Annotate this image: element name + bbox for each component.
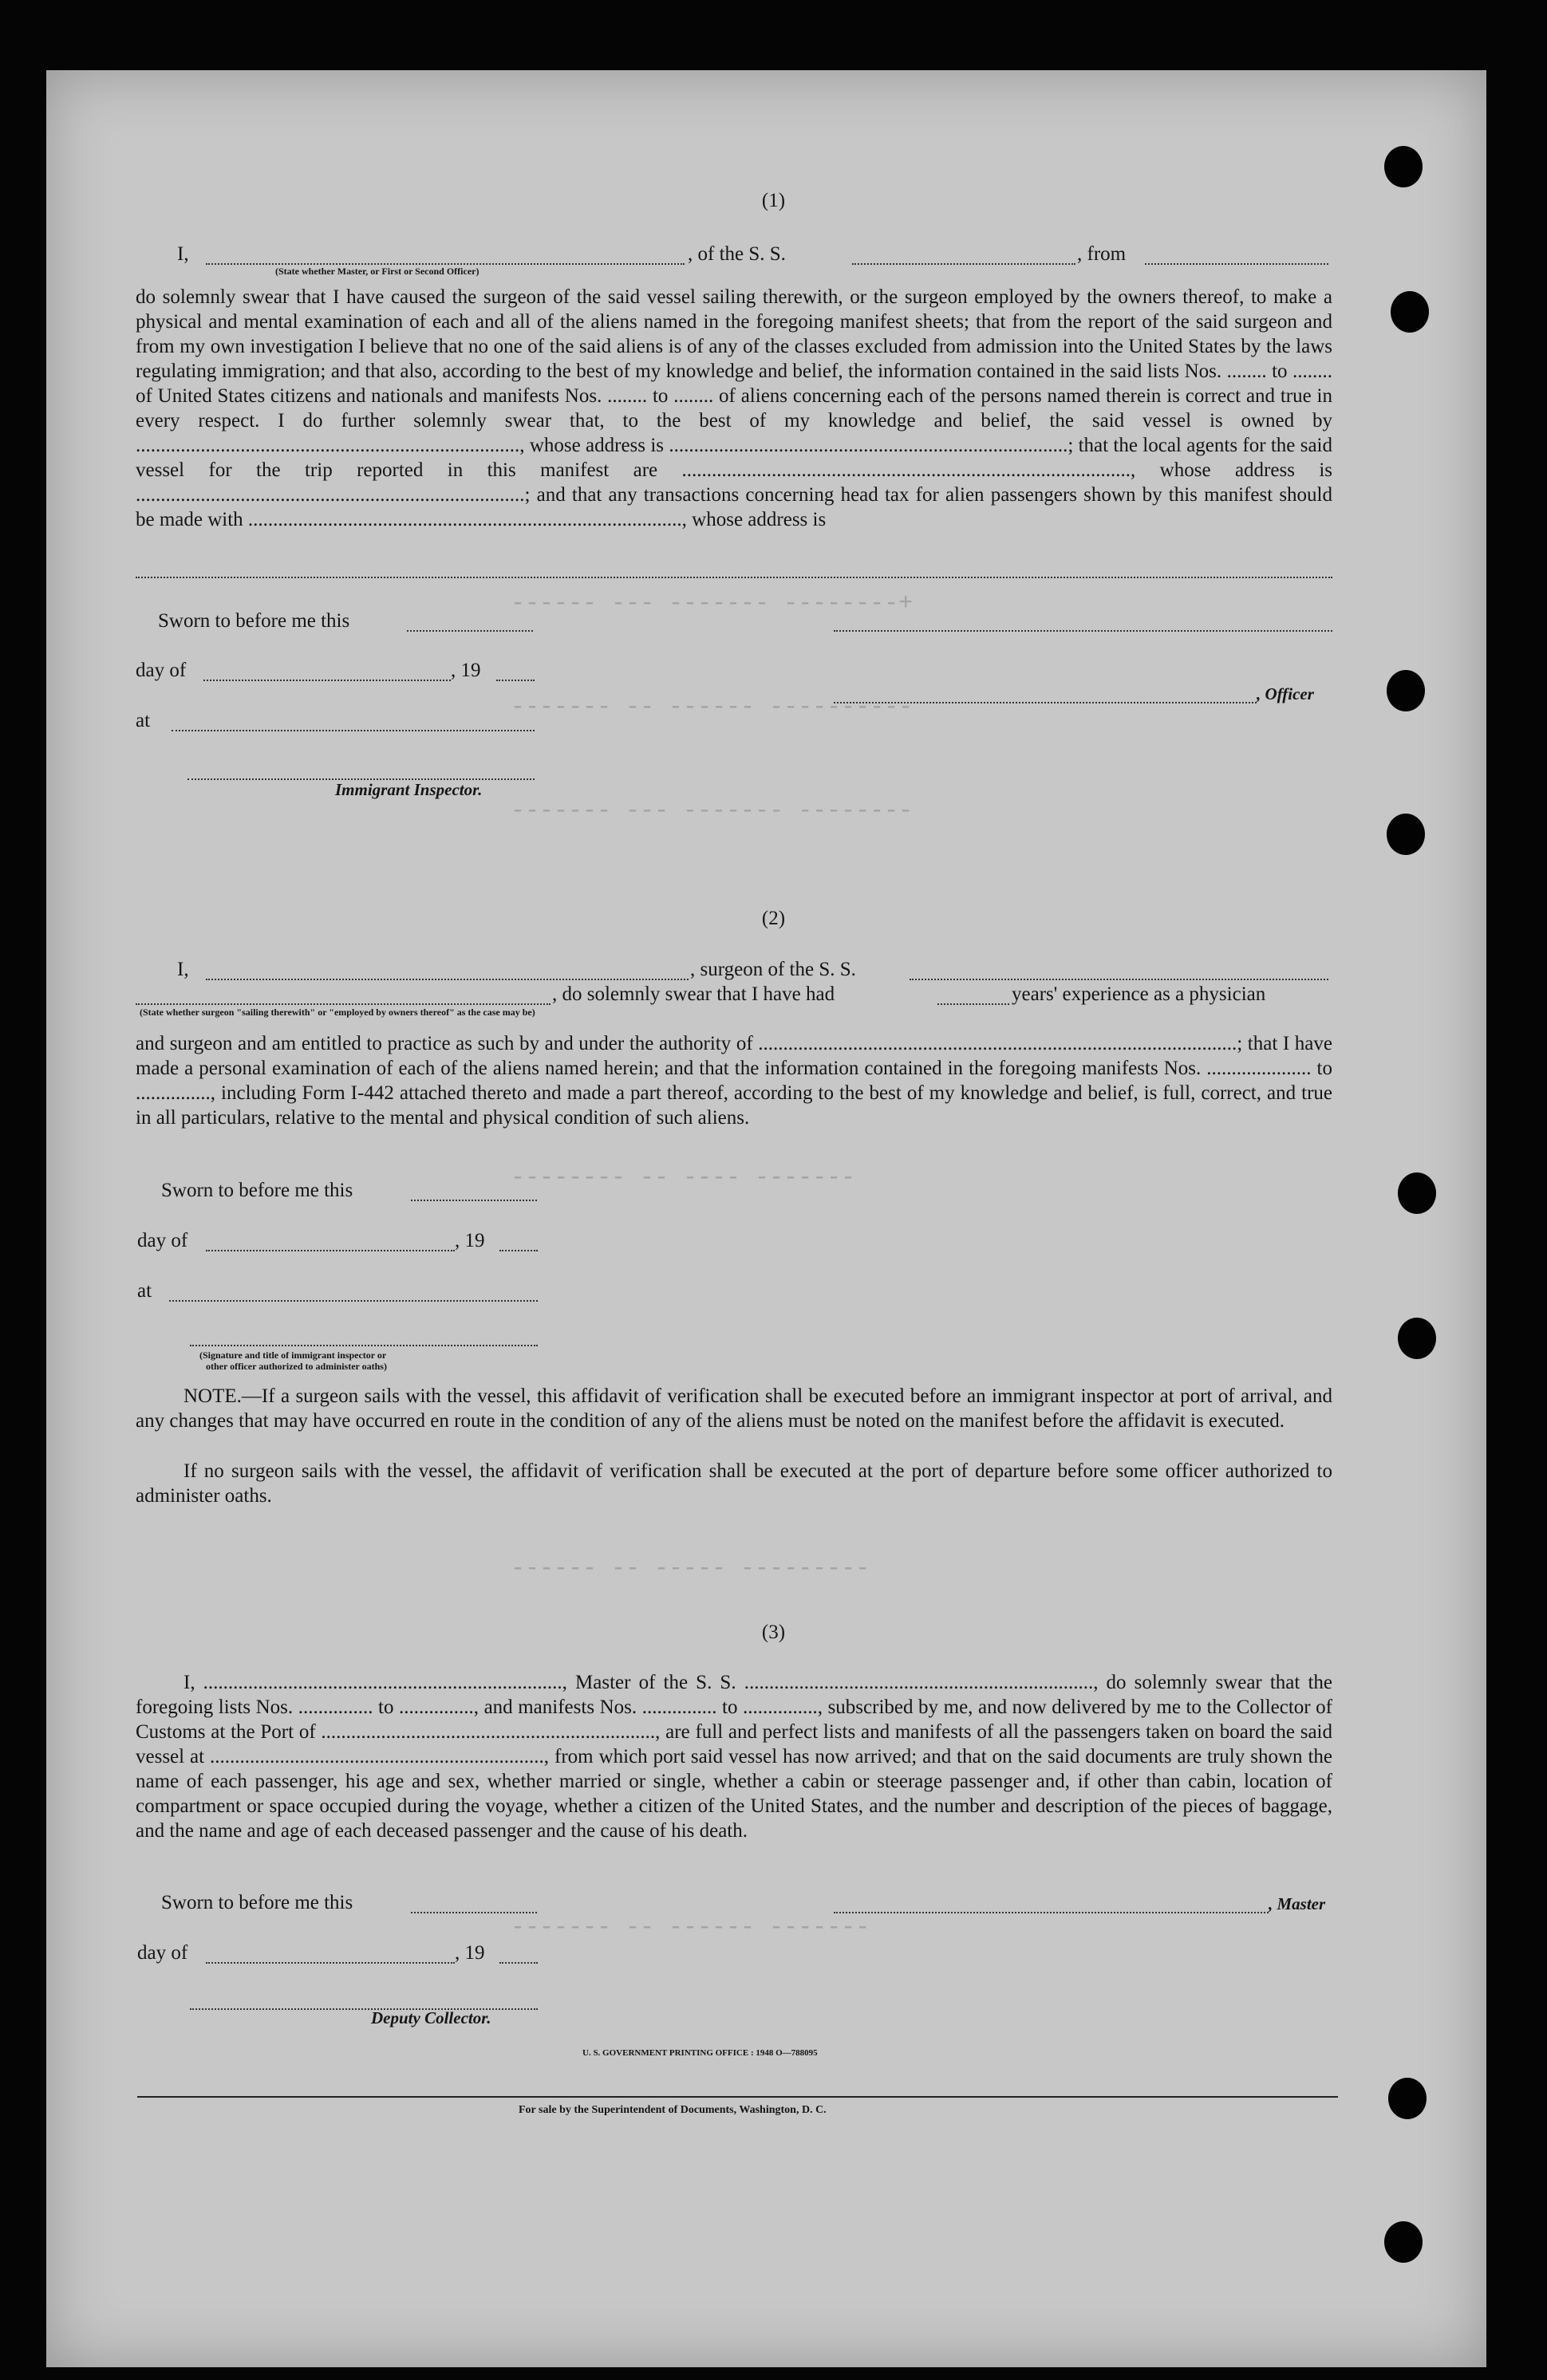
- at-place-blank-2[interactable]: [169, 1286, 538, 1302]
- section-2-number: (2): [761, 908, 786, 929]
- from-label: , from: [1077, 243, 1127, 265]
- surgeon-name-blank[interactable]: [206, 964, 689, 980]
- deputy-collector-label: Deputy Collector.: [371, 2008, 491, 2027]
- year-label-3: , 19: [455, 1942, 485, 1964]
- footer-rule: [137, 2096, 1338, 2098]
- master-name-blank[interactable]: [206, 249, 685, 265]
- sworn-day-blank-2[interactable]: [411, 1185, 537, 1201]
- sig-note-line-2: other officer authorized to administer oaths): [206, 1361, 387, 1372]
- month-blank-3[interactable]: [206, 1948, 455, 1964]
- day-of-label-2: day of: [137, 1230, 188, 1251]
- surgeon-of-ss-label: , surgeon of the S. S.: [690, 959, 856, 980]
- month-blank-1[interactable]: [203, 665, 451, 681]
- year-blank-2[interactable]: [499, 1235, 538, 1251]
- sig-inspector-blank[interactable]: [190, 1330, 538, 1346]
- section-1-body: do solemnly swear that I have caused the surgeon of the said vessel sailing therewith, or the surgeon employed by the owners thereof, to make a physical and mental examination of each and all of the aliens named in the foregoing manifest sheets; that from the report of the said surgeon and from my own investigation I believe that no one of the said aliens is of any of the classes excluded from admission into the United States by the laws regulating immigration; and that also, according to the best of my knowledge and belief, the information contained in the said lists Nos. ........ to ........ of United States citizens and nationals and manifests Nos. ........ to ........ of aliens concerning each of the persons named therein is correct and true in every respect. I do further solemnly swear that, to the best of my knowledge and belief, the said vessel is owned by ............................................................................., whose address is ................................................................................; that the local agents for the said vessel for the trip reported in this manifest are .........................................................................................., whose address is ..............................................................................; and that any transactions concerning head tax for alien passengers shown by this manifest should be made with ......................................................................................., whose address is: [136, 286, 1332, 530]
- day-of-label-3: day of: [137, 1942, 188, 1964]
- years-blank[interactable]: [937, 989, 1009, 1005]
- month-blank-2[interactable]: [206, 1235, 455, 1251]
- year-blank-3[interactable]: [499, 1948, 538, 1964]
- inspector-label: Immigrant Inspector.: [335, 780, 483, 799]
- sworn-day-blank-3[interactable]: [411, 1897, 537, 1913]
- master-label: , Master: [1269, 1894, 1326, 1913]
- punch-hole: [1391, 291, 1429, 333]
- bleed-through-texture: ------- ------ -- -------: [511, 1914, 870, 1941]
- section-2-body: and surgeon and am entitled to practice as such by and under the authority of ................................................................................................; that I have made a personal examination of each of the aliens named herein; and that the information contained in the foregoing manifests Nos. ..................... to ..............., including Form I-442 attached thereto and made a part thereof, according to the best of my knowledge and belief, is full, correct, and true in all particulars, relative to the mental and physical condition of such aliens.: [136, 1033, 1332, 1129]
- note-paragraph-2: If no surgeon sails with the vessel, the affidavit of verification shall be executed at the port of departure before some officer authorized to administer oaths.: [136, 1460, 1332, 1507]
- day-of-label-1: day of: [136, 660, 187, 681]
- punch-hole: [1384, 2221, 1423, 2263]
- of-ss-label: , of the S. S.: [688, 243, 786, 265]
- section-2-oath-i: I,: [177, 959, 189, 980]
- at-label-2: at: [137, 1280, 152, 1302]
- officer-signature-blank[interactable]: [834, 616, 1332, 632]
- years-experience-label: years' experience as a physician: [1012, 983, 1266, 1005]
- master-signature-blank[interactable]: [834, 1897, 1269, 1913]
- bleed-through-texture: +-------- ------- --- ------: [511, 590, 914, 617]
- year-blank-1[interactable]: [496, 665, 535, 681]
- sworn-label-2: Sworn to before me this: [161, 1180, 353, 1201]
- surgeon-status-note: (State whether surgeon "sailing therewith" or "employed by owners thereof" as the case may be): [140, 1007, 535, 1018]
- gpo-imprint: U. S. GOVERNMENT PRINTING OFFICE : 1948 O—788095: [582, 2048, 818, 2058]
- deputy-collector-blank[interactable]: [190, 1994, 538, 2010]
- vessel-name-blank[interactable]: [852, 249, 1075, 265]
- punch-hole: [1384, 146, 1423, 187]
- sworn-label-1: Sworn to before me this: [158, 610, 350, 632]
- section-3-body: I, ........................................................................, Master of the S. S. ......................................................................, do solemnly swear that the foregoing lists Nos. ............... to ..............., and manifests Nos. ............... to ..............., subscribed by me, and now delivered by me to the Collector of Customs at the Port of ..................................................................., are full and perfect lists and manifests of all the passengers taken on board the said vessel at ..................................................................., from which port said vessel has now arrived; and that on the said documents are truly shown the name of each passenger, his age and sex, whether married or single, whether a cabin or steerage passenger and, if other than cabin, location of compartment or space occupied during the voyage, whether a citizen of the United States, and the number and description of the pieces of baggage, and the name and age of each deceased passenger and the cause of his death.: [136, 1672, 1332, 1842]
- officer-line[interactable]: [834, 688, 1257, 703]
- surgeon-vessel-blank[interactable]: [910, 964, 1328, 980]
- at-label-1: at: [136, 710, 151, 731]
- sworn-day-blank-1[interactable]: [407, 616, 533, 632]
- officer-label: , Officer: [1257, 684, 1314, 703]
- sig-note-line-1: (Signature and title of immigrant inspector or: [199, 1350, 387, 1361]
- section-1-number: (1): [761, 190, 786, 211]
- address-blank[interactable]: [136, 562, 1332, 578]
- sale-notice: For sale by the Superintendent of Documents, Washington, D. C.: [519, 2104, 827, 2116]
- inspector-signature-blank[interactable]: [187, 764, 535, 780]
- section-1-oath-i: I,: [177, 243, 189, 265]
- year-label-2: , 19: [455, 1230, 485, 1251]
- surgeon-status-blank[interactable]: [136, 989, 551, 1005]
- do-swear-label: , do solemnly swear that I have had: [552, 983, 835, 1005]
- from-port-blank[interactable]: [1145, 249, 1328, 265]
- punch-hole: [1387, 814, 1425, 855]
- bleed-through-texture: -------- ------- --- -------: [511, 798, 914, 825]
- bleed-through-texture: ------- ---- -- --------: [511, 1164, 856, 1192]
- section-3-number: (3): [761, 1621, 786, 1643]
- punch-hole: [1398, 1318, 1436, 1359]
- punch-hole: [1388, 2078, 1427, 2119]
- punch-hole: [1387, 670, 1425, 711]
- punch-hole: [1398, 1172, 1436, 1214]
- note-paragraph-1: NOTE.—If a surgeon sails with the vessel, this affidavit of verification shall be executed before an immigrant inspector at port of arrival, and any changes that may have occurred en route in the condition of any of the aliens must be noted on the manifest before the affidavit is executed.: [136, 1385, 1332, 1432]
- year-label-1: , 19: [451, 660, 481, 681]
- at-place-blank-1[interactable]: [172, 715, 535, 731]
- sworn-label-3: Sworn to before me this: [161, 1892, 353, 1913]
- bleed-through-texture: ---------- ------ -- -------: [511, 694, 914, 721]
- state-master-note: (State whether Master, or First or Second Officer): [275, 266, 479, 277]
- bleed-through-texture: --------- ----- -- ------: [511, 1555, 870, 1582]
